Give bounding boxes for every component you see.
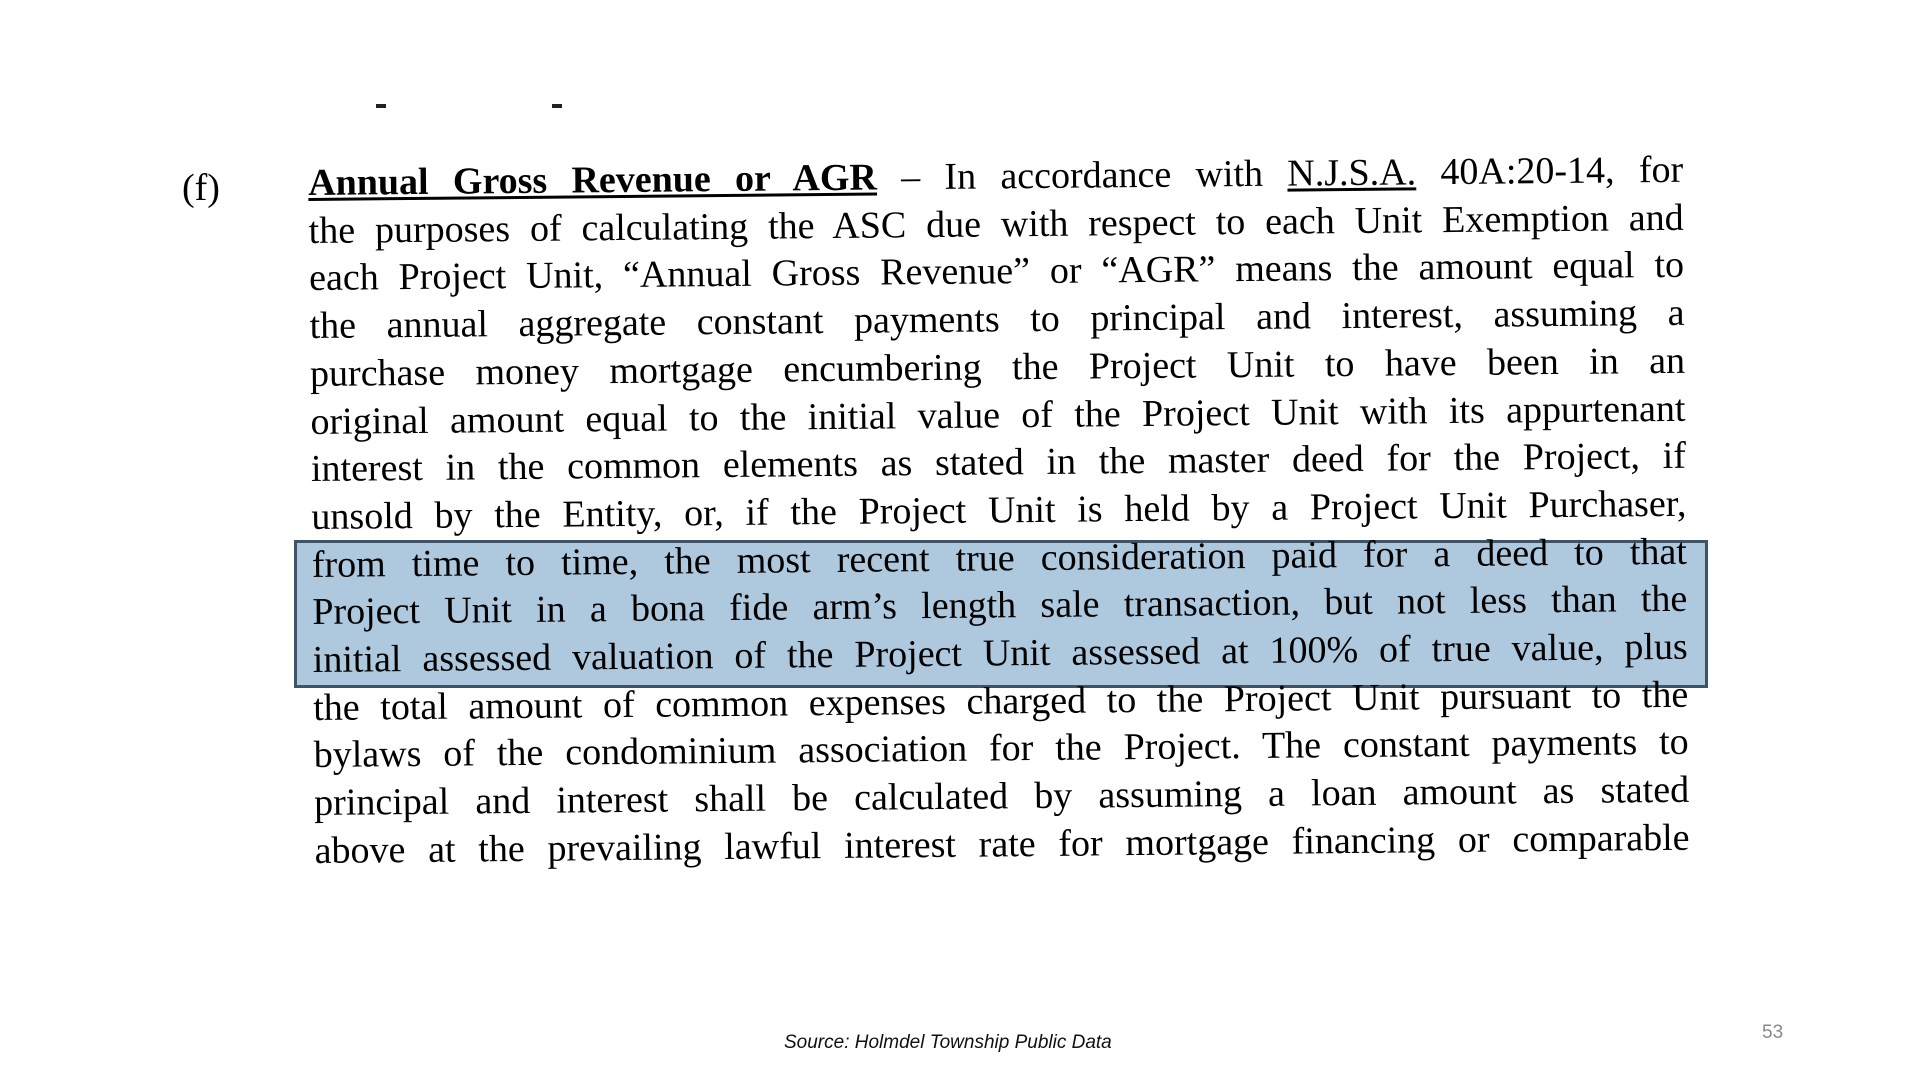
statute-reference: N.J.S.A. — [1287, 151, 1417, 195]
cropped-text-fragment — [552, 104, 562, 108]
clause-line: above at the prevailing lawful interest rate for mortgage financing or comparable — [314, 816, 1690, 872]
clause-line: purchase money mortgage encumbering the Project Unit to have been in an — [309, 339, 1686, 395]
clause-line: bylaws of the condominium association for the Project. The constant payments to — [313, 721, 1689, 777]
clause-line: the total amount of common expenses charged to the Project Unit pursuant to the — [313, 673, 1689, 729]
defined-term: Annual Gross Revenue or AGR — [308, 156, 878, 204]
highlighted-line: Project Unit in a bona fide arm’s length sale transaction, but not less than the — [312, 578, 1688, 634]
clause-line: the purposes of calculating the ASC due with respect to each Unit Exemption and — [308, 196, 1684, 252]
highlighted-line: initial assessed valuation of the Project Unit assessed at 100% of true value, plus — [312, 625, 1688, 682]
source-caption: Source: Holmdel Township Public Data — [784, 1032, 1112, 1053]
clause-line: unsold by the Entity, or, if the Project Unit is held by a Project Unit Purchaser, — [311, 482, 1687, 538]
clause-line: each Project Unit, “Annual Gross Revenue” or “AGR” means the amount equal to — [308, 244, 1685, 300]
clause-marker: (f) — [182, 167, 220, 209]
page-number: 53 — [1762, 1022, 1784, 1043]
clause-line: the annual aggregate constant payments to principal and interest, assuming a — [309, 291, 1685, 348]
clause-line: interest in the common elements as stated in the master deed for the Project, if — [310, 435, 1687, 491]
clause-line-1: Annual Gross Revenue or AGR – In accordance with N.J.S.A. 40A:20-14, for — [308, 148, 1684, 204]
cropped-text-fragment — [376, 104, 386, 108]
clause-line: original amount equal to the initial value of the Project Unit with its appurtenant — [310, 387, 1686, 443]
clause-paragraph — [308, 147, 1690, 876]
clause-line: principal and interest shall be calculated by assuming a loan amount as stated — [313, 768, 1690, 825]
highlighted-line: from time to time, the most recent true consideration paid for a deed to that — [311, 530, 1688, 586]
